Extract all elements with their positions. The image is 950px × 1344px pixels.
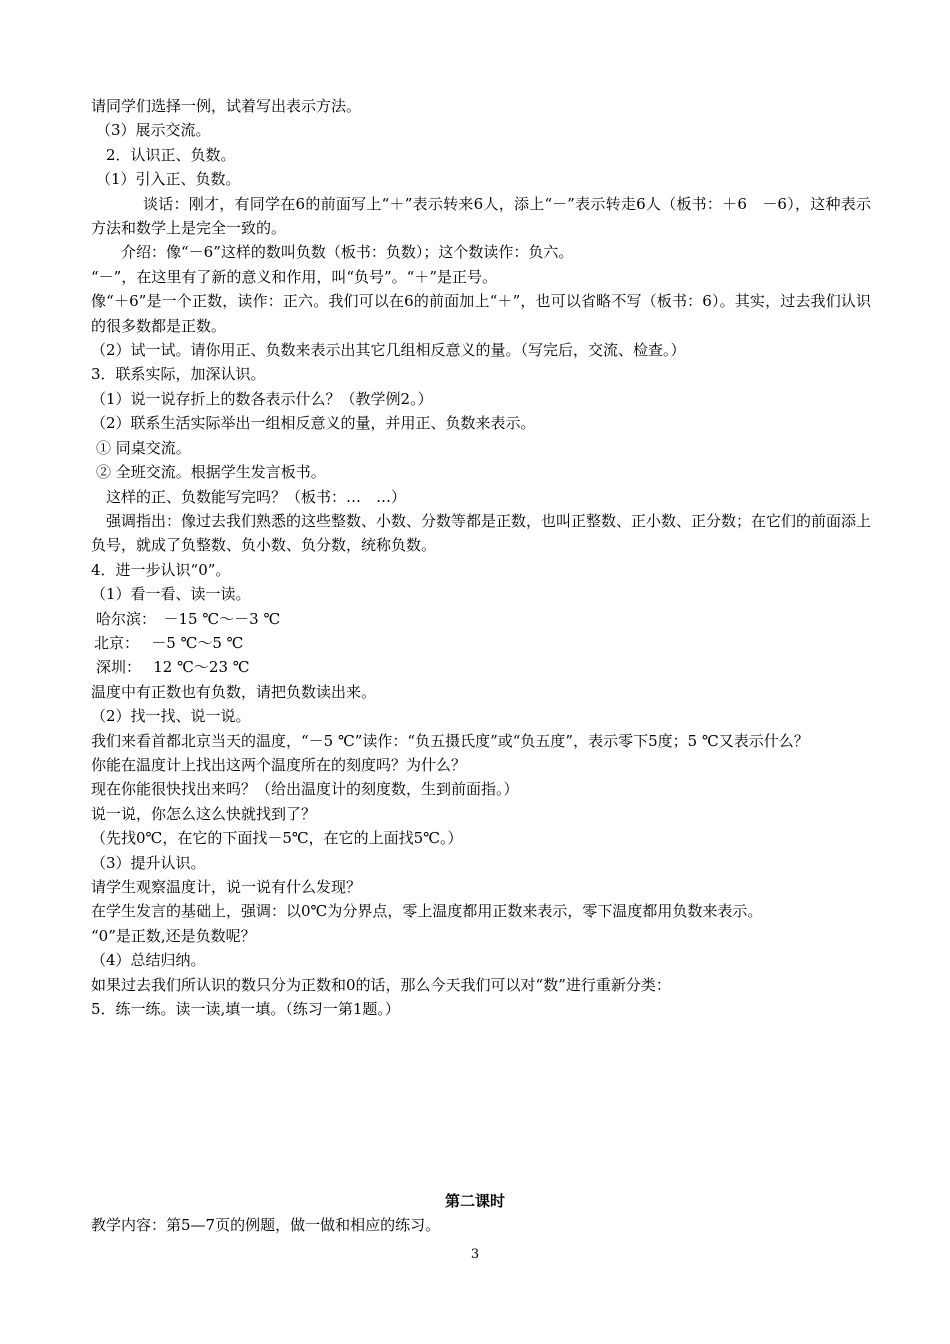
document-body: [91, 94, 871, 1021]
text-line: （2）联系生活实际举出一组相反意义的量，并用正、负数来表示。: [91, 414, 536, 433]
text-line: ① 同桌交流。: [96, 438, 191, 457]
text-line: “－”，在这里有了新的意义和作用，叫“负号”。“＋”是正号。: [91, 267, 498, 286]
text-line: （先找0℃，在它的下面找－5℃，在它的上面找5℃。）: [91, 829, 463, 848]
text-line: 请学生观察温度计，说一说有什么发现？: [91, 878, 362, 896]
paragraph: 像“＋6”是一个正数，读作：正六。我们可以在6的前面加上“＋”，也可以省略不写（板书：6）。其实，过去我们认识的很多数都是正数。: [91, 292, 871, 335]
text-line: （1）看一看、读一读。: [91, 585, 251, 604]
teaching-content-line: 教学内容：第5—7页的例题，做一做和相应的练习。: [91, 1216, 441, 1234]
text-line: 请同学们选择一例，试着写出表示方法。: [91, 97, 362, 115]
text-line: （4）总结归纳。: [91, 951, 206, 970]
paragraph: 我们来看首都北京当天的温度，“－5 ℃”读作：“负五摄氏度”或“负五度”，表示零下5度；5 ℃又表示什么？: [91, 731, 809, 750]
text-line: 这样的正、负数能写完吗？（板书：… …）: [106, 487, 407, 506]
text-line: （2）试一试。请你用正、负数来表示出其它几组相反意义的量。（写完后，交流、检查。）: [91, 341, 686, 360]
text-line: 温度中有正数也有负数，请把负数读出来。: [91, 682, 377, 701]
text-line: 深圳： 12 ℃～23 ℃: [96, 658, 250, 677]
text-line: 在学生发言的基础上，强调：以0℃为分界点，零上温度都用正数来表示，零下温度都用负数来表示。: [91, 902, 763, 921]
text-line: “0”是正数,还是负数呢？: [91, 926, 256, 945]
text-line: 2．认识正、负数。: [106, 145, 236, 164]
section-title: 第二课时: [444, 1192, 505, 1210]
text-line: （3）展示交流。: [96, 121, 211, 140]
text-line: 现在你能很快找出来吗？（给出温度计的刻度数，生到前面指。）: [91, 780, 519, 799]
text-line: （2）找一找、说一说。: [91, 707, 251, 726]
text-line: 3．联系实际，加深认识。: [91, 365, 266, 384]
paragraph: 谈话：刚才，有同学在6的前面写上“＋”表示转来6人，添上“－”表示转走6人（板书：＋6 －6），这种表示方法和数学上是完全一致的。: [91, 194, 871, 238]
paragraph: 强调指出：像过去我们熟悉的这些整数、小数、分数等都是正数，也叫正整数、正小数、正分数；在它们的前面添上负号，就成了负整数、负小数、负分数，统称负数。: [91, 511, 872, 555]
text-line: 北京： －5 ℃～5 ℃: [94, 633, 244, 652]
text-line: 介绍：像“－6”这样的数叫负数（板书：负数）；这个数读作：负六。: [121, 243, 574, 262]
text-line: 如果过去我们所认识的数只分为正数和0的话，那么今天我们可以对“数”进行重新分类：: [91, 975, 671, 994]
text-line: ② 全班交流。根据学生发言板书。: [96, 463, 326, 482]
text-line: 5．练一练。读一读,填一填。（练习一第1题。）: [91, 1000, 400, 1019]
text-line: 哈尔滨： －15 ℃～－3 ℃: [96, 609, 281, 628]
text-line: （1）说一说存折上的数各表示什么？（教学例2。）: [91, 389, 433, 408]
text-line: （1）引入正、负数。: [96, 170, 241, 189]
text-line: 4．进一步认识“0”。: [91, 560, 231, 579]
text-line: 你能在温度计上找出这两个温度所在的刻度吗？为什么？: [91, 755, 467, 774]
page-number: 3: [470, 1247, 480, 1262]
text-line: （3）提升认识。: [91, 853, 206, 872]
text-line: 说一说，你怎么这么快就找到了？: [91, 804, 317, 823]
